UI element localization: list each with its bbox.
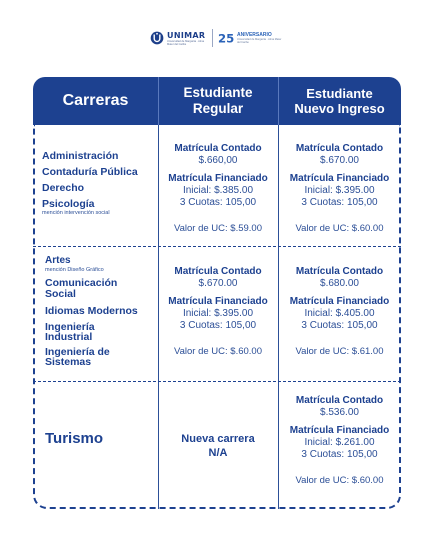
- not-applicable-label: N/A: [208, 447, 228, 459]
- logo-header: [150, 27, 285, 49]
- header-careers: Carreras: [62, 92, 129, 109]
- initial-value: Inicial: $.395.00: [182, 308, 254, 319]
- career-name: Psicología: [42, 198, 95, 210]
- cash-value: $.670.00: [198, 278, 238, 289]
- financed-label: Matrícula Financiado: [168, 296, 268, 307]
- cash-label: Matrícula Contado: [174, 266, 262, 277]
- initial-value: Inicial: $.405.00: [304, 308, 375, 319]
- cash-value: $.680.00: [320, 278, 359, 289]
- row1-careers: [42, 150, 156, 217]
- uc-value: Valor de UC: $.60.00: [295, 475, 384, 486]
- row2-careers: [45, 255, 157, 367]
- installments-value: 3 Cuotas: 105,00: [301, 449, 378, 460]
- unimar-emblem-icon: [150, 29, 164, 47]
- career-mention: mención intervención social: [42, 210, 110, 216]
- new-career-note: [158, 432, 278, 460]
- installments-value: 3 Cuotas: 105,00: [179, 197, 257, 208]
- cash-value: $.670.00: [320, 155, 359, 166]
- financed-label: Matrícula Financiado: [289, 173, 390, 184]
- logo-divider: [212, 29, 213, 47]
- new-career-label: Nueva carrera: [181, 433, 255, 445]
- logo-tagline: Universidad de Margarita · Alma Mater del Caribe: [167, 39, 205, 46]
- row2-regular-prices: [158, 266, 278, 358]
- logo-name: UNIMAR: [167, 30, 206, 40]
- cash-label: Matrícula Contado: [295, 266, 384, 277]
- career-mention: mención Diseño Gráfico: [45, 267, 104, 273]
- career-name: Administración: [42, 150, 119, 162]
- initial-value: Inicial: $.395.00: [304, 185, 375, 196]
- cash-value: $.536.00: [320, 407, 359, 418]
- installments-value: 3 Cuotas: 105,00: [301, 197, 378, 208]
- anniversary-label: ANIVERSARIO: [237, 32, 272, 38]
- installments-value: 3 Cuotas: 105,00: [301, 320, 378, 331]
- svg-text:25: 25: [217, 31, 235, 46]
- row2-new-prices: [278, 266, 401, 358]
- uc-value: Valor de UC: $.59.00: [173, 223, 262, 234]
- row1-regular-prices: [158, 143, 278, 235]
- tuition-table: [33, 77, 401, 509]
- row1-new-prices: [278, 143, 401, 235]
- career-name: Ingeniería de Sistemas: [45, 346, 110, 368]
- financed-label: Matrícula Financiado: [289, 425, 390, 436]
- row-divider: [33, 381, 401, 382]
- installments-value: 3 Cuotas: 105,00: [179, 320, 257, 331]
- financed-label: Matrícula Financiado: [168, 173, 268, 184]
- cash-label: Matrícula Contado: [295, 143, 384, 154]
- career-name: Idiomas Modernos: [45, 305, 138, 317]
- anniversary-subtitle: Universidad de Margarita · Alma Mater del Caribe: [237, 38, 282, 44]
- career-name: Contaduría Pública: [42, 166, 138, 178]
- row-divider: [33, 246, 401, 247]
- cash-label: Matrícula Contado: [174, 143, 262, 154]
- initial-value: Inicial: $.385.00: [182, 185, 254, 196]
- table-header: [33, 77, 401, 125]
- cash-label: Matrícula Contado: [295, 395, 384, 406]
- header-regular: Estudiante Regular: [183, 85, 253, 116]
- anniversary-number-icon: [218, 29, 235, 47]
- cash-value: $.660,00: [198, 155, 238, 166]
- uc-value: Valor de UC: $.61.00: [295, 346, 384, 357]
- career-name: Artes: [45, 255, 71, 266]
- career-name: Derecho: [42, 182, 85, 194]
- career-name: Comunicación Social: [45, 277, 118, 300]
- header-new-entry: Estudiante Nuevo Ingreso: [294, 86, 385, 116]
- row3-new-prices: [278, 395, 401, 487]
- career-name: Turismo: [45, 430, 104, 447]
- uc-value: Valor de UC: $.60.00: [173, 346, 262, 357]
- career-name: Ingeniería Industrial: [45, 321, 95, 343]
- uc-value: Valor de UC: $.60.00: [295, 223, 384, 234]
- initial-value: Inicial: $.261.00: [304, 437, 375, 448]
- financed-label: Matrícula Financiado: [289, 296, 390, 307]
